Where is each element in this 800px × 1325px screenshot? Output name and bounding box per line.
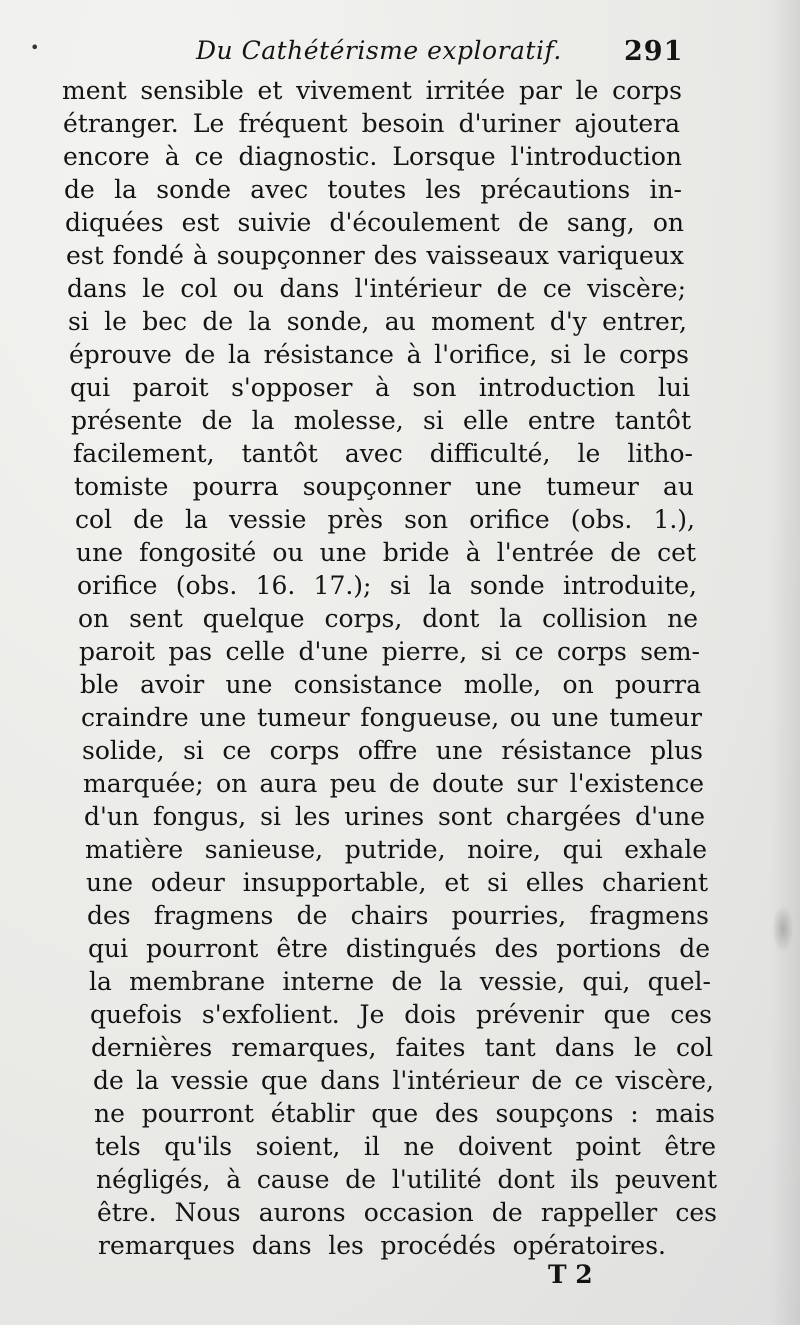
running-head (0, 36, 800, 76)
text-line: col de la vessie près son orifice (obs. 1.), (75, 505, 695, 534)
text-line: une fongosité ou une bride à l'entrée de cet (76, 538, 696, 567)
text-line: présente de la molesse, si elle entre tantôt (71, 406, 691, 435)
text-line: ble avoir une consistance molle, on pourra (80, 670, 701, 699)
text-line: être. Nous aurons occasion de rappeller ces (97, 1198, 717, 1227)
paper-stain (772, 905, 794, 953)
text-line: paroit pas celle d'une pierre, si ce corps sem- (79, 637, 700, 666)
text-line: négligés, à cause de l'utilité dont ils peuvent (96, 1165, 717, 1194)
text-line: la membrane interne de la vessie, qui, quel- (89, 967, 711, 996)
text-line: on sent quelque corps, dont la collision ne (78, 604, 698, 633)
text-line: d'un fongus, si les urines sont chargées d'une (84, 802, 705, 831)
text-line: solide, si ce corps offre une résistance plus (82, 736, 703, 765)
text-line: une odeur insupportable, et si elles charient (86, 868, 708, 897)
text-line: dans le col ou dans l'intérieur de ce viscère; (67, 274, 686, 303)
text-line: de la sonde avec toutes les précautions in- (64, 175, 682, 204)
text-line: ment sensible et vivement irritée par le corps (62, 76, 682, 105)
text-line: marquée; on aura peu de doute sur l'existence (83, 769, 704, 798)
text-line: éprouve de la résistance à l'orifice, si le corps (69, 340, 689, 369)
running-title: Du Cathétérisme exploratif. (196, 36, 562, 65)
text-line: facilement, tantôt avec difficulté, le litho- (73, 439, 693, 468)
text-line: diquées est suivie d'écoulement de sang, on (65, 208, 684, 237)
text-line: craindre une tumeur fongueuse, ou une tumeur (81, 703, 702, 732)
text-line: qui pourront être distingués des portions de (88, 934, 710, 963)
text-line: est fondé à soupçonner des vaisseaux variqueux (66, 241, 684, 270)
text-line: des fragmens de chairs pourries, fragmens (87, 901, 709, 930)
text-line: de la vessie que dans l'intérieur de ce viscère, (93, 1066, 714, 1095)
text-line: matière sanieuse, putride, noire, qui exhale (85, 835, 707, 864)
corner-blot: • (30, 38, 40, 57)
text-line: étranger. Le fréquent besoin d'uriner ajoutera (63, 109, 680, 138)
text-line: remarques dans les procédés opératoires. (98, 1231, 666, 1260)
text-line: qui paroit s'opposer à son introduction lui (70, 373, 690, 402)
page-number: 291 (624, 36, 684, 67)
page-edge-shadow (770, 0, 800, 1325)
text-line: orifice (obs. 16. 17.); si la sonde introduite, (77, 571, 697, 600)
text-line: dernières remarques, faites tant dans le col (91, 1033, 713, 1062)
text-line: si le bec de la sonde, au moment d'y entrer, (68, 307, 687, 336)
text-line: quefois s'exfolient. Je dois prévenir que ces (90, 1000, 712, 1029)
text-line: tels qu'ils soient, il ne doivent point être (95, 1132, 716, 1161)
signature-mark: T 2 (548, 1260, 593, 1289)
text-line: encore à ce diagnostic. Lorsque l'introduction (63, 142, 682, 171)
text-line: tomiste pourra soupçonner une tumeur au (74, 472, 694, 501)
text-line: ne pourront établir que des soupçons : mais (94, 1099, 715, 1128)
